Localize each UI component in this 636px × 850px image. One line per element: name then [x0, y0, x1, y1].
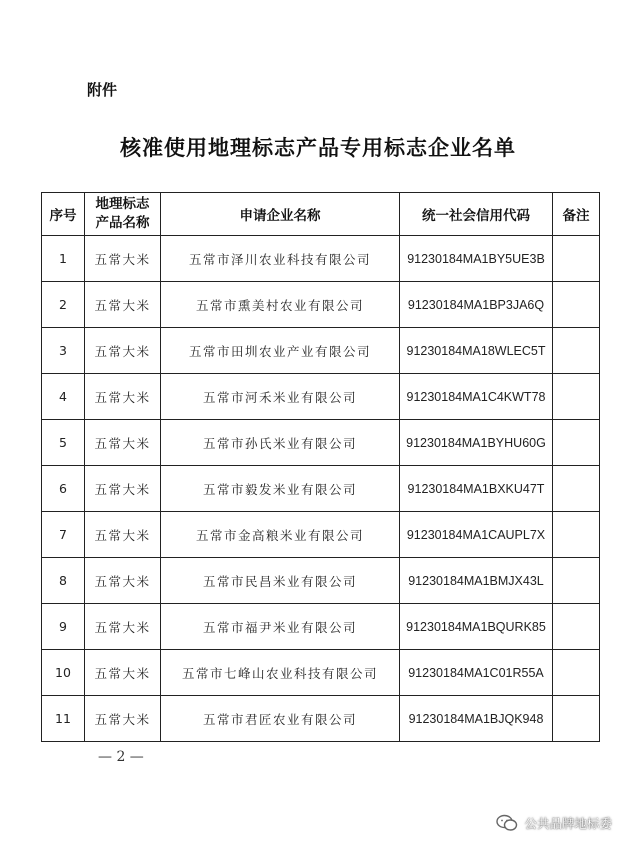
table-row: [42, 604, 600, 650]
row-remark: [553, 466, 600, 512]
row-number: 3: [42, 328, 85, 374]
row-credit-code: 91230184MA1CAUPL7X: [400, 512, 553, 558]
row-remark: [553, 604, 600, 650]
row-remark: [553, 696, 600, 742]
table-row: [42, 466, 600, 512]
row-remark: [553, 512, 600, 558]
row-credit-code: 91230184MA1BXKU47T: [400, 466, 553, 512]
table-row: [42, 696, 600, 742]
header-product: [85, 193, 161, 236]
table-row: [42, 328, 600, 374]
row-number: 11: [42, 696, 85, 742]
row-product: 五常大米: [85, 650, 161, 696]
row-company: 五常市金高粮米业有限公司: [161, 512, 400, 558]
row-company: 五常市孙氏米业有限公司: [161, 420, 400, 466]
header-remark: 备注: [553, 193, 600, 236]
row-number: 1: [42, 236, 85, 282]
row-company: 五常市君匠农业有限公司: [161, 696, 400, 742]
table-row: [42, 420, 600, 466]
row-product: 五常大米: [85, 604, 161, 650]
row-number: 9: [42, 604, 85, 650]
watermark-text: 公共品牌地标委: [524, 816, 612, 831]
row-credit-code: 91230184MA18WLEC5T: [400, 328, 553, 374]
header-product-line2: 产品名称: [95, 215, 150, 231]
row-product: 五常大米: [85, 374, 161, 420]
header-code: 统一社会信用代码: [400, 193, 553, 236]
row-remark: [553, 420, 600, 466]
row-credit-code: 91230184MA1BJQK948: [400, 696, 553, 742]
row-company: 五常市田圳农业产业有限公司: [161, 328, 400, 374]
row-company: 五常市民昌米业有限公司: [161, 558, 400, 604]
row-number: 5: [42, 420, 85, 466]
watermark: [496, 814, 612, 832]
row-company: 五常市毅发米业有限公司: [161, 466, 400, 512]
row-product: 五常大米: [85, 328, 161, 374]
row-credit-code: 91230184MA1BMJX43L: [400, 558, 553, 604]
wechat-icon: [496, 814, 518, 832]
row-product: 五常大米: [85, 236, 161, 282]
document-title: 核准使用地理标志产品专用标志企业名单: [120, 135, 516, 160]
row-credit-code: 91230184MA1BYHU60G: [400, 420, 553, 466]
row-product: 五常大米: [85, 466, 161, 512]
row-number: 2: [42, 282, 85, 328]
row-number: 10: [42, 650, 85, 696]
row-product: 五常大米: [85, 696, 161, 742]
table-row: [42, 650, 600, 696]
row-company: 五常市河禾米业有限公司: [161, 374, 400, 420]
table-row: [42, 236, 600, 282]
row-remark: [553, 558, 600, 604]
row-credit-code: 91230184MA1BP3JA6Q: [400, 282, 553, 328]
row-product: 五常大米: [85, 512, 161, 558]
row-number: 6: [42, 466, 85, 512]
page-number: — 2 —: [98, 749, 144, 765]
row-company: 五常市七峰山农业科技有限公司: [161, 650, 400, 696]
row-remark: [553, 282, 600, 328]
row-remark: [553, 374, 600, 420]
row-company: 五常市泽川农业科技有限公司: [161, 236, 400, 282]
header-company: 申请企业名称: [161, 193, 400, 236]
row-remark: [553, 650, 600, 696]
attachment-label: 附件: [87, 81, 118, 99]
row-remark: [553, 236, 600, 282]
table-row: [42, 558, 600, 604]
row-number: 4: [42, 374, 85, 420]
row-company: 五常市熏美村农业有限公司: [161, 282, 400, 328]
row-credit-code: 91230184MA1BY5UE3B: [400, 236, 553, 282]
header-no: 序号: [42, 193, 85, 236]
row-product: 五常大米: [85, 558, 161, 604]
table-header-row: [42, 193, 600, 236]
row-product: 五常大米: [85, 420, 161, 466]
table-row: [42, 512, 600, 558]
row-credit-code: 91230184MA1C01R55A: [400, 650, 553, 696]
row-credit-code: 91230184MA1C4KWT78: [400, 374, 553, 420]
table-row: [42, 282, 600, 328]
row-number: 7: [42, 512, 85, 558]
company-table: [41, 192, 600, 742]
header-product-line1: 地理标志: [95, 196, 150, 212]
row-company: 五常市福尹米业有限公司: [161, 604, 400, 650]
row-credit-code: 91230184MA1BQURK85: [400, 604, 553, 650]
row-product: 五常大米: [85, 282, 161, 328]
table-row: [42, 374, 600, 420]
row-number: 8: [42, 558, 85, 604]
row-remark: [553, 328, 600, 374]
